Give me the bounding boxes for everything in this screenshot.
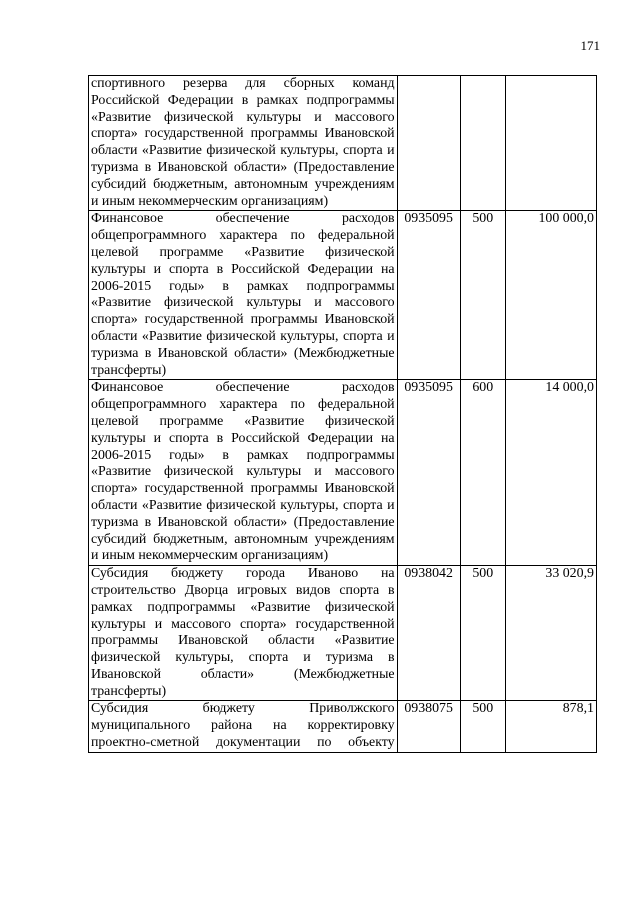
row-amount [505, 76, 596, 211]
row-description: спортивного резерва для сборных команд Российской Федерации в рамках подпрограммы «Развитие физической культуры и массового спорта» государственной программы Ивановской области «Развитие физической культуры, спорта и туризма в Ивановской области» (Предоставление субсидий бюджетным, автономным учреждениям и иным некоммерческим организациям) [89, 76, 398, 211]
row-expense-kind: 600 [460, 380, 505, 566]
row-code [397, 76, 460, 211]
row-description: Субсидия бюджету города Иваново на строительство Дворца игровых видов спорта в рамках подпрограммы «Развитие физической культуры и массового спорта» государственной программы Ивановской области «Развитие физической культуры, спорта и туризма в Ивановской области» (Межбюджетные трансферты) [89, 566, 398, 701]
row-amount: 100 000,0 [505, 211, 596, 380]
row-expense-kind: 500 [460, 701, 505, 752]
table-row [89, 566, 597, 701]
row-expense-kind: 500 [460, 566, 505, 701]
row-amount: 14 000,0 [505, 380, 596, 566]
row-description: Финансовое обеспечение расходов общепрограммного характера по федеральной целевой программе «Развитие физической культуры и спорта в Российской Федерации на 2006-2015 годы» в рамках подпрограммы «Развитие физической культуры и массового спорта» государственной программы Ивановской области «Развитие физической культуры, спорта и туризма в Ивановской области» (Предоставление субсидий бюджетным, автономным учреждениям и иным некоммерческим организациям) [89, 380, 398, 566]
table-row [89, 76, 597, 211]
row-code: 0935095 [397, 380, 460, 566]
row-code: 0938075 [397, 701, 460, 752]
table-row [89, 211, 597, 380]
row-expense-kind: 500 [460, 211, 505, 380]
table-row [89, 701, 597, 752]
row-expense-kind [460, 76, 505, 211]
row-description: Субсидия бюджету Приволжского муниципального района на корректировку проектно-сметной документации по объекту [89, 701, 398, 752]
budget-table [88, 75, 597, 753]
table-row [89, 380, 597, 566]
row-amount: 878,1 [505, 701, 596, 752]
row-amount: 33 020,9 [505, 566, 596, 701]
page-number: 171 [580, 38, 600, 53]
row-description: Финансовое обеспечение расходов общепрограммного характера по федеральной целевой программе «Развитие физической культуры и спорта в Российской Федерации на 2006-2015 годы» в рамках подпрограммы «Развитие физической культуры и массового спорта» государственной программы Ивановской области «Развитие физической культуры, спорта и туризма в Ивановской области» (Межбюджетные трансферты) [89, 211, 398, 380]
row-code: 0935095 [397, 211, 460, 380]
row-code: 0938042 [397, 566, 460, 701]
